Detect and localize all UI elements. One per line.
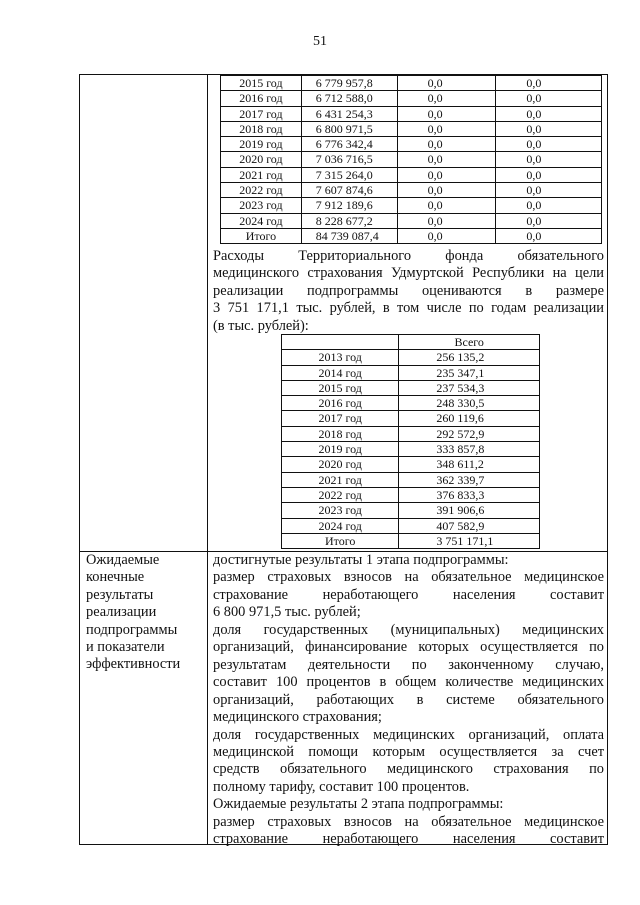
funding-table-body — [221, 76, 602, 244]
expected-results-text — [213, 552, 604, 849]
amount-cell: 6 776 342,4 — [301, 137, 397, 152]
year-cell: 2016 год — [282, 396, 399, 411]
amount-cell: 407 582,9 — [399, 518, 540, 533]
table-row — [282, 503, 540, 518]
table-row — [221, 167, 602, 182]
table-row — [221, 121, 602, 136]
table-row — [282, 396, 540, 411]
year-cell: 2019 год — [221, 137, 302, 152]
year-cell: 2021 год — [221, 167, 302, 182]
header-empty-cell — [282, 335, 399, 350]
zero-cell: 0,0 — [496, 106, 602, 121]
zero-cell: 0,0 — [496, 167, 602, 182]
year-cell: 2024 год — [221, 213, 302, 228]
section-label-line: подпрограммы — [86, 621, 178, 638]
section-label-line: и показатели — [86, 639, 165, 656]
page-number: 51 — [313, 34, 327, 49]
paragraph-line: медицинского страхования Удмуртской Республики на цели — [213, 265, 604, 282]
table-row — [282, 411, 540, 426]
year-cell: 2015 год — [282, 380, 399, 395]
amount-cell: 333 857,8 — [399, 442, 540, 457]
zero-cell: 0,0 — [496, 198, 602, 213]
header-total-cell: Всего — [399, 335, 540, 350]
table-row — [282, 457, 540, 472]
amount-cell: 3 751 171,1 — [399, 533, 540, 548]
results-line: размер страховых взносов на обязательное медицинское — [213, 813, 604, 830]
table-row — [282, 487, 540, 502]
zero-cell: 0,0 — [397, 121, 496, 136]
results-line: медицинской помощи которым осуществляется за счет — [213, 743, 604, 760]
amount-cell: 84 739 087,4 — [301, 228, 397, 243]
section-label-line: реализации — [86, 604, 157, 621]
zero-cell: 0,0 — [397, 137, 496, 152]
zero-cell: 0,0 — [397, 152, 496, 167]
section-label-line: эффективности — [86, 656, 181, 673]
amount-cell: 376 833,3 — [399, 487, 540, 502]
amount-cell: 7 315 264,0 — [301, 167, 397, 182]
zero-cell: 0,0 — [397, 106, 496, 121]
section-label-line: Ожидаемые — [86, 552, 160, 568]
year-cell: 2015 год — [221, 76, 302, 91]
zero-cell: 0,0 — [397, 228, 496, 243]
amount-cell: 348 611,2 — [399, 457, 540, 472]
zero-cell: 0,0 — [496, 137, 602, 152]
amount-cell: 6 779 957,8 — [301, 76, 397, 91]
results-line: организаций, финансирование которых осуществляется по — [213, 639, 604, 656]
table-row — [282, 518, 540, 533]
amount-cell: 7 036 716,5 — [301, 152, 397, 167]
year-cell: 2022 год — [282, 487, 399, 502]
results-line: организаций, работающих в системе обязательного — [213, 691, 604, 708]
expenses-by-year-table — [281, 334, 540, 549]
zero-cell: 0,0 — [496, 152, 602, 167]
results-line: доля государственных медицинских организаций, оплата — [213, 726, 604, 743]
amount-cell: 256 135,2 — [399, 350, 540, 365]
results-line: медицинского страхования; — [213, 709, 382, 726]
total-table-body — [282, 350, 540, 549]
section-label-expected-results — [86, 552, 206, 674]
table-row — [221, 106, 602, 121]
table-row — [221, 76, 602, 91]
paragraph-line: (в тыс. рублей): — [213, 317, 309, 334]
year-cell: 2022 год — [221, 183, 302, 198]
results-line: доля государственных (муниципальных) медицинских — [213, 621, 604, 638]
amount-cell: 8 228 677,2 — [301, 213, 397, 228]
year-cell: 2014 год — [282, 365, 399, 380]
table-row — [282, 472, 540, 487]
amount-cell: 237 534,3 — [399, 380, 540, 395]
zero-cell: 0,0 — [397, 91, 496, 106]
section-label-line: конечные — [86, 569, 145, 586]
table-row — [282, 426, 540, 441]
frame-divider-vertical — [207, 74, 208, 845]
table-row — [221, 183, 602, 198]
zero-cell: 0,0 — [397, 183, 496, 198]
table-row — [221, 198, 602, 213]
amount-cell: 260 119,6 — [399, 411, 540, 426]
results-line: страхование неработающего населения составит — [213, 586, 604, 603]
table-row — [221, 137, 602, 152]
year-cell: 2018 год — [282, 426, 399, 441]
amount-cell: 6 712 588,0 — [301, 91, 397, 106]
results-line: размер страховых взносов на обязательное медицинское — [213, 569, 604, 586]
zero-cell: 0,0 — [496, 213, 602, 228]
year-cell: 2019 год — [282, 442, 399, 457]
paragraph-line: Расходы Территориального фонда обязательного — [213, 248, 604, 264]
paragraph-line: реализации подпрограммы оцениваются в размере — [213, 282, 604, 299]
amount-cell: 6 431 254,3 — [301, 106, 397, 121]
table-header-row — [282, 335, 540, 350]
expenses-paragraph — [213, 248, 604, 335]
zero-cell: 0,0 — [397, 76, 496, 91]
year-cell: 2016 год — [221, 91, 302, 106]
results-line: Ожидаемые результаты 2 этапа подпрограммы: — [213, 796, 504, 813]
results-line: полному тарифу, составит 100 процентов. — [213, 778, 470, 795]
table-row — [282, 365, 540, 380]
results-line: средств обязательного медицинского страхования по — [213, 761, 604, 778]
table-row — [282, 380, 540, 395]
zero-cell: 0,0 — [496, 228, 602, 243]
year-cell: 2020 год — [221, 152, 302, 167]
amount-cell: 362 339,7 — [399, 472, 540, 487]
table-row — [282, 533, 540, 548]
amount-cell: 292 572,9 — [399, 426, 540, 441]
year-cell: 2013 год — [282, 350, 399, 365]
zero-cell: 0,0 — [397, 213, 496, 228]
amount-cell: 6 800 971,5 — [301, 121, 397, 136]
year-cell: 2017 год — [282, 411, 399, 426]
results-line: 6 800 971,5 тыс. рублей; — [213, 604, 361, 621]
paragraph-line: 3 751 171,1 тыс. рублей, в том числе по годам реализации — [213, 300, 604, 317]
table-row — [282, 350, 540, 365]
section-label-line: результаты — [86, 586, 154, 603]
frame-left-border — [79, 74, 80, 845]
year-cell: Итого — [221, 228, 302, 243]
year-cell: 2017 год — [221, 106, 302, 121]
amount-cell: 7 912 189,6 — [301, 198, 397, 213]
year-cell: 2020 год — [282, 457, 399, 472]
table-row — [221, 213, 602, 228]
results-line: результатам деятельности по законченному случаю, — [213, 656, 604, 673]
zero-cell: 0,0 — [496, 183, 602, 198]
zero-cell: 0,0 — [397, 167, 496, 182]
table-row — [221, 91, 602, 106]
amount-cell: 248 330,5 — [399, 396, 540, 411]
year-cell: 2018 год — [221, 121, 302, 136]
amount-cell: 7 607 874,6 — [301, 183, 397, 198]
results-line: страхование неработающего населения составит — [213, 831, 604, 848]
amount-cell: 391 906,6 — [399, 503, 540, 518]
zero-cell: 0,0 — [397, 198, 496, 213]
year-cell: 2023 год — [282, 503, 399, 518]
amount-cell: 235 347,1 — [399, 365, 540, 380]
zero-cell: 0,0 — [496, 91, 602, 106]
table-row — [221, 152, 602, 167]
zero-cell: 0,0 — [496, 76, 602, 91]
year-cell: Итого — [282, 533, 399, 548]
year-cell: 2023 год — [221, 198, 302, 213]
year-cell: 2021 год — [282, 472, 399, 487]
table-row — [221, 228, 602, 243]
zero-cell: 0,0 — [496, 121, 602, 136]
table-row — [282, 442, 540, 457]
funding-by-year-table — [220, 75, 602, 244]
results-line: достигнутые результаты 1 этапа подпрограммы: — [213, 552, 509, 568]
year-cell: 2024 год — [282, 518, 399, 533]
frame-right-border — [607, 74, 608, 845]
results-line: составит 100 процентов в общем количестве медицинских — [213, 674, 604, 691]
